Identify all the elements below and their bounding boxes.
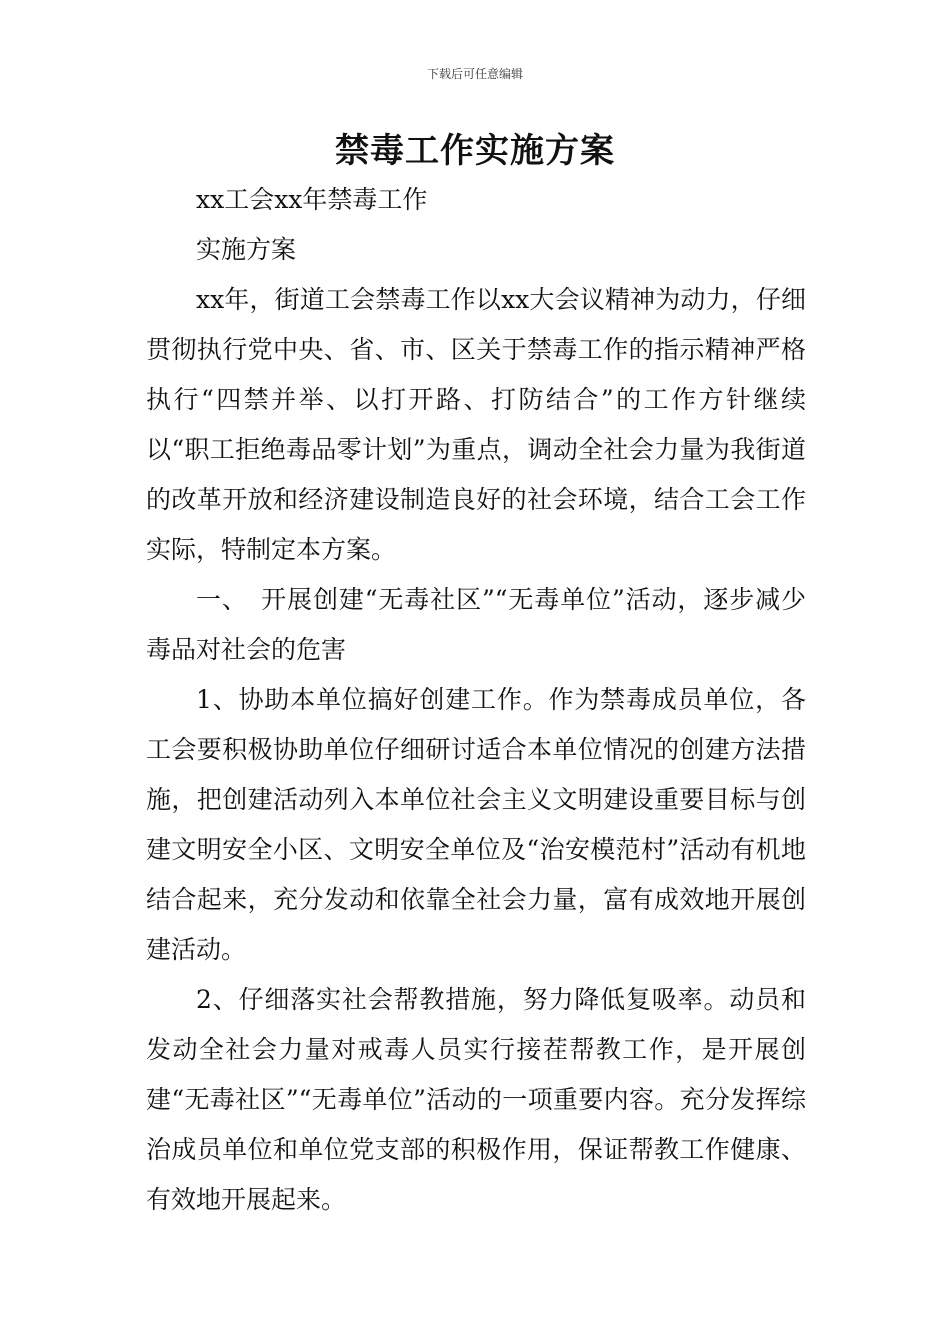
paragraph-item-1: 1、协助本单位搞好创建工作。作为禁毒成员单位，各工会要积极协助单位仔细研讨适合本单位情况的创建方法措施，把创建活动列入本单位社会主义文明建设重要目标与创建文明安全小区、文明安全单位及“治安模范村”活动有机地结合起来，充分发动和依靠全社会力量，富有成效地开展创建活动。 <box>146 685 806 964</box>
intro-paragraph: xx年，街道工会禁毒工作以xx大会议精神为动力，仔细贯彻执行党中央、省、市、区关于禁毒工作的指示精神严格执行“四禁并举、以打开路、打防结合”的工作方针继续以“职工拒绝毒品零计划”为重点，调动全社会力量为我街道的改革开放和经济建设制造良好的社会环境，结合工会工作实际，特制定本方案。 <box>146 285 806 564</box>
header-note: 下载后可任意编辑 <box>426 67 523 81</box>
subtitle-line-2: 实施方案 <box>196 235 297 264</box>
paragraph-item-2: 2、仔细落实社会帮教措施，努力降低复吸率。动员和发动全社会力量对戒毒人员实行接茬帮教工作，是开展创建“无毒社区”“无毒单位”活动的一项重要内容。充分发挥综治成员单位和单位党支部的积极作用，保证帮教工作健康、有效地开展起来。 <box>146 985 806 1214</box>
document-title: 禁毒工作实施方案 <box>335 131 615 171</box>
subtitle-line-1: xx工会xx年禁毒工作 <box>196 185 428 214</box>
section-heading-1: 一、 开展创建“无毒社区”“无毒单位”活动，逐步减少毒品对社会的危害 <box>146 585 806 664</box>
document-body <box>146 175 806 1225</box>
